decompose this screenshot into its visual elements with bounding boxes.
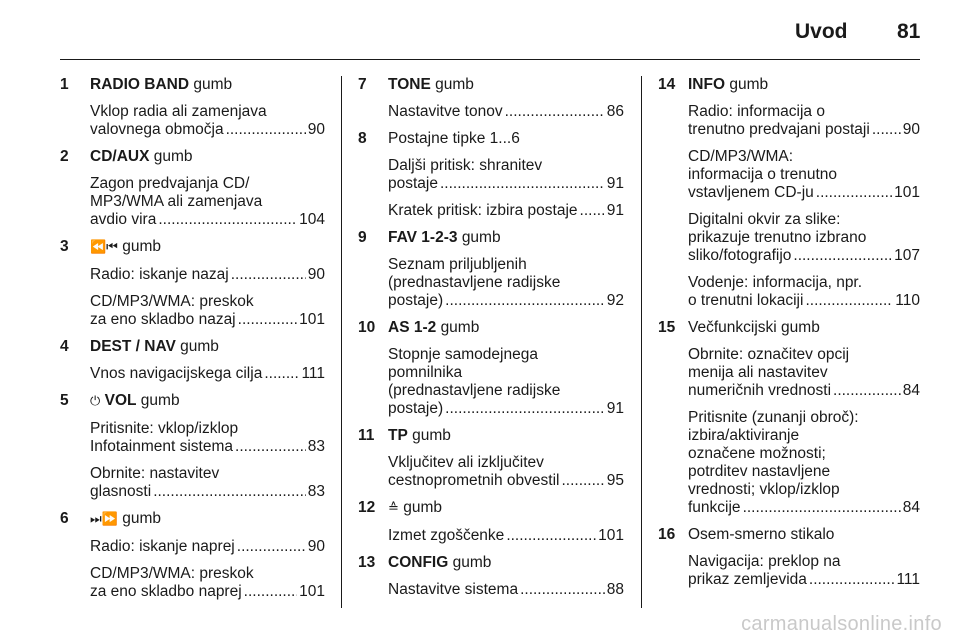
function-description — [688, 409, 920, 517]
function-description — [90, 293, 325, 329]
dot-leader — [743, 499, 901, 517]
dot-leader — [505, 103, 605, 121]
function-description — [688, 148, 920, 202]
page-reference: 90 — [307, 266, 325, 283]
description-line: postaje) — [388, 292, 444, 309]
entry-number: 16 — [658, 526, 676, 543]
control-suffix: Večfunkcijski gumb — [688, 319, 820, 336]
control-entry — [358, 76, 624, 121]
control-name: FAV 1-2-3 — [388, 229, 458, 246]
control-suffix: gumb — [412, 427, 451, 444]
entry-title — [388, 229, 624, 247]
entry-number: 2 — [60, 148, 69, 165]
control-name: TP — [388, 427, 408, 444]
entry-number: 5 — [60, 392, 69, 409]
page-reference-line — [90, 538, 325, 556]
page-reference: 101 — [299, 583, 325, 600]
page-reference: 83 — [307, 438, 325, 455]
description-line: CD/MP3/WMA: preskok — [90, 565, 254, 582]
description-line: Seznam priljubljenih — [388, 256, 527, 273]
page-reference: 88 — [606, 581, 624, 598]
function-description — [388, 202, 624, 220]
description-line: (prednastavljene radijske — [388, 382, 561, 399]
entry-number: 14 — [658, 76, 676, 93]
column-divider — [641, 76, 642, 608]
page-reference-line — [90, 483, 325, 501]
description-line: funkcije — [688, 499, 741, 516]
entry-number: 13 — [358, 554, 376, 571]
control-suffix: gumb — [461, 229, 501, 246]
control-name: RADIO BAND — [90, 76, 190, 93]
description-line: (prednastavljene radijske — [388, 274, 561, 291]
control-entry — [60, 76, 325, 139]
entry-title — [388, 319, 624, 337]
control-entry — [358, 554, 624, 599]
function-description — [90, 420, 325, 456]
page-reference-line — [90, 211, 325, 229]
watermark: carmanualsonline.info — [741, 613, 942, 635]
control-suffix: gumb — [122, 510, 161, 527]
control-suffix: gumb — [440, 319, 480, 336]
page-reference: 83 — [307, 483, 325, 500]
entry-title — [90, 338, 325, 356]
page-reference-line — [688, 121, 920, 139]
page-reference-line — [388, 581, 624, 599]
function-description — [688, 274, 920, 310]
description-line: cestnoprometnih obvestil — [388, 472, 560, 489]
dot-leader — [440, 175, 605, 193]
description-line: Vnos navigacijskega cilja — [90, 365, 263, 382]
function-description — [388, 454, 624, 490]
page-reference: 95 — [606, 472, 624, 489]
page-reference-line — [388, 400, 624, 418]
control-entry — [60, 148, 325, 229]
control-suffix: gumb — [153, 148, 193, 165]
control-entry — [358, 499, 624, 545]
section-title: Uvod — [795, 20, 848, 43]
control-name: VOL — [104, 392, 137, 409]
control-suffix: gumb — [122, 238, 161, 255]
page-reference: 91 — [606, 400, 624, 417]
dot-leader — [793, 247, 892, 265]
description-line: MP3/WMA ali zamenjava — [90, 193, 263, 210]
control-symbol-icon: ⏻ — [90, 394, 101, 409]
description-line: trenutno predvajani postaji — [688, 121, 870, 138]
description-line: vrednosti; vklop/izklop — [688, 481, 840, 498]
entry-number: 15 — [658, 319, 676, 336]
control-symbol-icon: ⏭⏩ — [90, 512, 118, 527]
control-entry — [358, 229, 624, 310]
column-3 — [658, 76, 920, 598]
dot-leader — [872, 121, 901, 139]
page-reference: 92 — [606, 292, 624, 309]
dot-leader — [244, 583, 297, 601]
page-reference-line — [688, 571, 920, 589]
function-description — [688, 346, 920, 400]
page-reference-line — [688, 499, 920, 517]
entry-title — [90, 238, 325, 257]
page-reference: 84 — [902, 382, 920, 399]
page-reference-line — [388, 175, 624, 193]
entry-title — [90, 148, 325, 166]
control-entry — [60, 338, 325, 383]
description-line: numeričnih vrednosti — [688, 382, 832, 399]
page-number: 81 — [897, 20, 921, 43]
description-line: pomnilnika — [388, 364, 463, 381]
function-description — [688, 103, 920, 139]
description-line: Obrnite: označitev opcij — [688, 346, 850, 363]
dot-leader — [237, 538, 306, 556]
dot-leader — [158, 211, 297, 229]
function-description — [90, 103, 325, 139]
description-line: menija ali nastavitev — [688, 364, 828, 381]
description-line: označene možnosti; — [688, 445, 826, 462]
page-reference: 110 — [895, 292, 920, 309]
page-reference-line — [688, 247, 920, 265]
page-reference-line — [388, 292, 624, 310]
control-suffix: Osem-smerno stikalo — [688, 526, 835, 543]
function-description — [388, 157, 624, 193]
description-line: Obrnite: nastavitev — [90, 465, 220, 482]
entry-title — [90, 510, 325, 529]
description-line: prikaz zemljevida — [688, 571, 807, 588]
dot-leader — [520, 581, 605, 599]
page-reference: 101 — [299, 311, 325, 328]
page-reference-line — [388, 103, 624, 121]
description-line: postaje) — [388, 400, 444, 417]
page-header — [0, 0, 960, 62]
entry-number: 10 — [358, 319, 376, 336]
description-line: o trenutni lokaciji — [688, 292, 804, 309]
description-line: Radio: iskanje naprej — [90, 538, 235, 555]
function-description — [388, 103, 624, 121]
description-line: postaje — [388, 175, 438, 192]
page-reference: 91 — [606, 175, 624, 192]
description-line: potrditev nastavljene — [688, 463, 831, 480]
page-reference-line — [388, 527, 624, 545]
control-entry — [60, 392, 325, 501]
description-line: za eno skladbo nazaj — [90, 311, 236, 328]
description-line: Nastavitve tonov — [388, 103, 503, 120]
description-line: vstavljenem CD-ju — [688, 184, 814, 201]
dot-leader — [235, 438, 306, 456]
control-suffix: gumb — [193, 76, 233, 93]
entry-title — [688, 526, 920, 544]
dot-leader — [153, 483, 306, 501]
page-reference-line — [688, 184, 920, 202]
description-line: za eno skladbo naprej — [90, 583, 242, 600]
page-reference: 104 — [299, 211, 325, 228]
page-reference-line — [90, 311, 325, 329]
function-description — [388, 346, 624, 418]
description-line: Izmet zgoščenke — [388, 527, 505, 544]
control-entry — [358, 319, 624, 418]
page-reference: 86 — [606, 103, 624, 120]
page-reference-line — [90, 438, 325, 456]
description-line: sliko/fotografijo — [688, 247, 792, 264]
control-suffix: gumb — [140, 392, 180, 409]
control-entry — [60, 510, 325, 601]
column-1 — [60, 76, 325, 610]
description-line: Daljši pritisk: shranitev — [388, 157, 543, 174]
control-entry — [358, 427, 624, 490]
description-line: Vklop radia ali zamenjava — [90, 103, 267, 120]
description-line: prikazuje trenutno izbrano — [688, 229, 867, 246]
control-entry — [658, 76, 920, 310]
description-line: Nastavitve sistema — [388, 581, 519, 598]
entry-title — [688, 76, 920, 94]
page-reference-line — [388, 202, 624, 220]
function-description — [388, 527, 624, 545]
page-reference: 111 — [896, 571, 920, 588]
entry-title — [90, 392, 325, 411]
description-line: izbira/aktiviranje — [688, 427, 800, 444]
description-line: Stopnje samodejnega — [388, 346, 538, 363]
description-line: Pritisnite: vklop/izklop — [90, 420, 239, 437]
control-suffix: gumb — [180, 338, 219, 355]
description-line: Digitalni okvir za slike: — [688, 211, 841, 228]
dot-leader — [809, 571, 895, 589]
function-description — [90, 465, 325, 501]
entry-title — [388, 76, 624, 94]
entry-number: 8 — [358, 130, 367, 147]
control-name: CD/AUX — [90, 148, 150, 165]
control-name: AS 1-2 — [388, 319, 437, 336]
dot-leader — [833, 382, 901, 400]
page-reference-line — [90, 365, 325, 383]
entry-title — [388, 130, 624, 148]
column-divider — [341, 76, 342, 608]
entry-number: 6 — [60, 510, 69, 527]
description-line: Navigacija: preklop na — [688, 553, 841, 570]
control-entry — [658, 319, 920, 517]
dot-leader — [445, 292, 605, 310]
description-line: informacija o trenutno — [688, 166, 838, 183]
dot-leader — [816, 184, 892, 202]
entry-title — [90, 76, 325, 94]
entry-title — [388, 554, 624, 572]
description-line: avdio vira — [90, 211, 157, 228]
page-reference: 90 — [307, 121, 325, 138]
entry-number: 7 — [358, 76, 367, 93]
control-name: TONE — [388, 76, 431, 93]
dot-leader — [238, 311, 297, 329]
control-suffix: Postajne tipke 1...6 — [388, 130, 520, 147]
page-reference: 90 — [307, 538, 325, 555]
control-entry — [358, 130, 624, 220]
entry-number: 11 — [358, 427, 375, 444]
entry-number: 4 — [60, 338, 69, 355]
page-reference: 91 — [606, 202, 624, 219]
description-line: Radio: informacija o — [688, 103, 825, 120]
entry-number: 12 — [358, 499, 376, 516]
function-description — [90, 175, 325, 229]
function-description — [90, 565, 325, 601]
page-reference: 101 — [894, 184, 920, 201]
entry-number: 9 — [358, 229, 367, 246]
function-description — [688, 553, 920, 589]
function-description — [90, 538, 325, 556]
description-line: Infotainment sistema — [90, 438, 234, 455]
control-suffix: gumb — [452, 554, 492, 571]
function-description — [688, 211, 920, 265]
description-line: CD/MP3/WMA: preskok — [90, 293, 254, 310]
entry-number: 3 — [60, 238, 69, 255]
page-reference: 84 — [902, 499, 920, 516]
control-suffix: gumb — [403, 499, 442, 516]
dot-leader — [231, 266, 306, 284]
entry-title — [388, 499, 624, 518]
page-reference-line — [688, 292, 920, 310]
dot-leader — [226, 121, 306, 139]
entry-title — [688, 319, 920, 337]
control-symbol-icon: ≙ — [388, 501, 399, 516]
function-description — [388, 256, 624, 310]
control-entry — [60, 238, 325, 329]
control-entry — [658, 526, 920, 589]
control-suffix: gumb — [729, 76, 769, 93]
page-reference-line — [90, 121, 325, 139]
page-reference-line — [388, 472, 624, 490]
entry-title — [388, 427, 624, 445]
description-line: Kratek pritisk: izbira postaje — [388, 202, 578, 219]
control-name: DEST / NAV — [90, 338, 176, 355]
page-reference: 111 — [301, 365, 325, 382]
page-reference-line — [90, 266, 325, 284]
dot-leader — [506, 527, 596, 545]
dot-leader — [445, 400, 605, 418]
page-reference: 90 — [902, 121, 920, 138]
description-line: Vključitev ali izključitev — [388, 454, 544, 471]
dot-leader — [580, 202, 605, 220]
dot-leader — [264, 365, 299, 383]
description-line: CD/MP3/WMA: — [688, 148, 794, 165]
function-description — [90, 266, 325, 284]
page-reference: 101 — [598, 527, 624, 544]
entry-number: 1 — [60, 76, 69, 93]
dot-leader — [805, 292, 893, 310]
description-line: Pritisnite (zunanji obroč): — [688, 409, 859, 426]
description-line: valovnega območja — [90, 121, 224, 138]
control-suffix: gumb — [435, 76, 474, 93]
page-reference-line — [90, 583, 325, 601]
page-reference-line — [688, 382, 920, 400]
description-line: Zagon predvajanja CD/ — [90, 175, 250, 192]
column-2 — [358, 76, 624, 608]
function-description — [388, 581, 624, 599]
page-reference: 107 — [894, 247, 920, 264]
header-rule — [60, 59, 920, 60]
control-name: INFO — [688, 76, 726, 93]
description-line: Radio: iskanje nazaj — [90, 266, 229, 283]
dot-leader — [561, 472, 604, 490]
function-description — [90, 365, 325, 383]
control-name: CONFIG — [388, 554, 449, 571]
description-line: Vodenje: informacija, npr. — [688, 274, 863, 291]
description-line: glasnosti — [90, 483, 152, 500]
control-symbol-icon: ⏪⏮ — [90, 240, 118, 255]
